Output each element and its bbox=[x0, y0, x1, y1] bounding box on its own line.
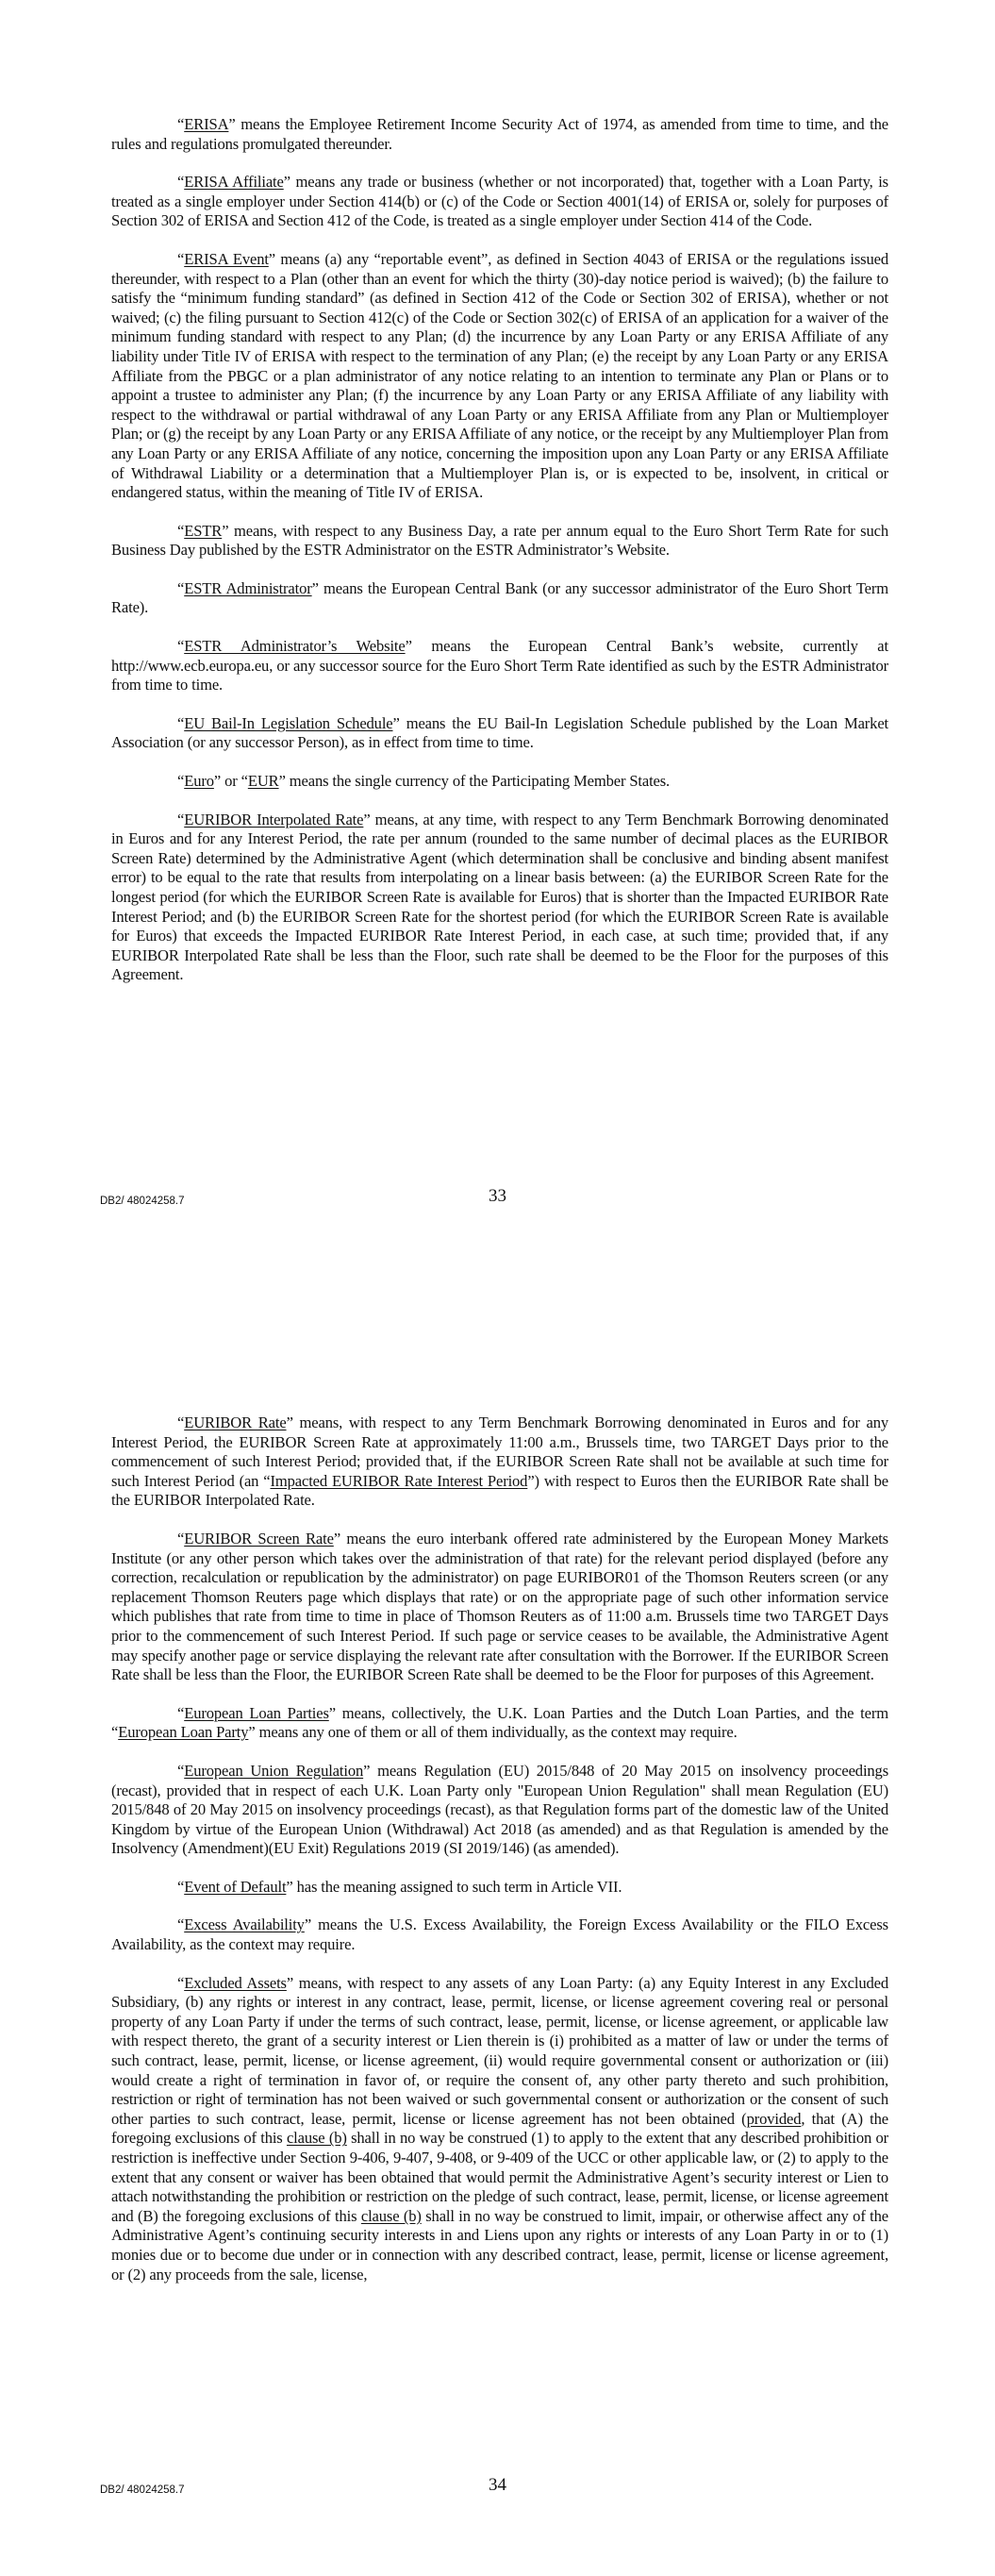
paragraph-text: “ bbox=[177, 521, 185, 540]
defined-term: EUR bbox=[247, 772, 279, 791]
page-number: 33 bbox=[489, 1186, 506, 1206]
definition-paragraph bbox=[111, 173, 888, 231]
paragraph-text: “ bbox=[177, 1915, 185, 1934]
paragraph-text: ” means, with respect to any Term Benchmark Borrowing denominated in Euros and for any Interest Period, the EURIBOR Screen Rate at approximately 11:00 a.m., Brussels time, two TARGET Days prior to the commencement of such Interest Period; provided that, if the EURIBOR Screen Rate shall not be available at such time for such Interest Period (an “ bbox=[111, 1413, 888, 1490]
paragraph-text: ” means the European Central Bank (or any successor administrator of the Euro Short Term Rate). bbox=[111, 578, 888, 617]
definition-paragraph bbox=[111, 1974, 888, 2285]
definition-paragraph bbox=[111, 772, 888, 792]
paragraph-text: “ bbox=[177, 637, 185, 656]
defined-term: European Loan Parties bbox=[184, 1703, 329, 1722]
paragraph-text: “ bbox=[177, 1761, 185, 1780]
document-page-34 bbox=[0, 1283, 995, 2576]
document-page-33 bbox=[0, 0, 995, 1283]
paragraph-text: ” means, with respect to any assets of any Loan Party: (a) any Equity Interest in any Excluded Subsidiary, (b) any rights or interest in any contract, lease, permit, license, or license agreement covering real or personal property of any Loan Party if under the terms of such contract, lease, permit, license, or license agreement, or applicable law with respect thereto, the grant of a security interest or Lien therein is (i) prohibited as a matter of law or under the terms of such contract, lease, permit, license, or license agreement, (ii) would require governmental consent or authorization or (iii) would create a right of termination in favor of, or require the consent of, any other party thereto and such prohibition, restriction or right of termination has not been waived or such governmental consent or authorization or the consent of such other parties to such contract, lease, permit, license or license agreement has not been obtained ( bbox=[111, 1973, 888, 2128]
definition-paragraph bbox=[111, 250, 888, 503]
paragraph-text: ”) with respect to Euros then the EURIBOR Rate shall be the EURIBOR Interpolated Rate. bbox=[111, 1471, 888, 1510]
defined-term: provided bbox=[746, 2109, 802, 2128]
paragraph-text: ” means the euro interbank offered rate administered by the European Money Markets Institute (or any other person which takes over the administration of that rate) for the relevant period displayed (before any correction, recalculation or republication by the administrator) on page EURIBOR01 of the Thomson Reuters screen (or any replacement Thomson Reuters page which displays that rate) or on the appropriate page of such other information service which publishes that rate from time to time in place of Thomson Reuters as of 11:00 a.m. Brussels time two TARGET Days prior to the commencement of such Interest Period. If such page or service ceases to be available, the Administrative Agent may specify another page or service displaying the relevant rate after consultation with the Borrower. If the EURIBOR Screen Rate shall be less than the Floor, the EURIBOR Screen Rate shall be deemed to be the Floor for purposes of this Agreement. bbox=[111, 1529, 888, 1684]
paragraph-text: “ bbox=[177, 578, 185, 597]
definition-paragraph bbox=[111, 1915, 888, 1954]
paragraph-text: “ bbox=[177, 1877, 185, 1896]
paragraph-text: ” means the U.S. Excess Availability, the Foreign Excess Availability or the FILO Excess Availability, as the context may require. bbox=[111, 1915, 888, 1954]
page-body bbox=[111, 1413, 888, 2303]
paragraph-text: “ bbox=[177, 772, 185, 791]
defined-term: European Loan Party bbox=[118, 1723, 249, 1742]
paragraph-text: ” means any trade or business (whether or not incorporated) that, together with a Loan Party, is treated as a single employer under Section 414(b) or (c) of the Code or Section 4001(14) of ERISA or, solely for purposes of Section 302 of ERISA and Section 412 of the Code, is treated as a single employer under Section 414 of the Code. bbox=[111, 173, 888, 230]
definition-paragraph bbox=[111, 115, 888, 154]
paragraph-text: “ bbox=[177, 1529, 185, 1547]
paragraph-text: ” means (a) any “reportable event”, as defined in Section 4043 of ERISA or the regulations issued thereunder, with respect to a Plan (other than an event for which the thirty (30)-day notice period is waived); (b) the failure to satisfy the “minimum funding standard” (as defined in Section 412 of the Code or Section 302 of ERISA), whether or not waived; (c) the filing pursuant to Section 412(c) of the Code or Section 302(c) of ERISA of an application for a waiver of the minimum funding standard with respect to any Plan; (d) the incurrence by any Loan Party or any ERISA Affiliate of any liability under Title IV of ERISA with respect to the termination of any Plan; (e) the receipt by any Loan Party or any ERISA Affiliate from the PBGC or a plan administrator of any notice relating to an intention to terminate any Plan or Plans or to appoint a trustee to administer any Plan; (f) the incurrence by any Loan Party or any ERISA Affiliate of any liability with respect to the withdrawal or partial withdrawal of any Loan Party or any ERISA Affiliate from any Plan or Multiemployer Plan; or (g) the receipt by any Loan Party or any ERISA Affiliate of any notice, or the receipt by any Multiemployer Plan from any Loan Party or any ERISA Affiliate of any notice, concerning the imposition upon any Loan Party or any ERISA Affiliate of Withdrawal Liability or a determination that a Multiemployer Plan is, or is expected to be, insolvent, in critical or endangered status, within the meaning of Title IV of ERISA. bbox=[111, 249, 888, 502]
paragraph-text: “ bbox=[177, 249, 185, 268]
defined-term: Excluded Assets bbox=[184, 1973, 287, 1992]
paragraph-text: “ bbox=[177, 1703, 185, 1722]
paragraph-text: ” means, at any time, with respect to any Term Benchmark Borrowing denominated in Euros and for any Interest Period, the rate per annum (rounded to the same number of decimal places as the EURIBOR Screen Rate) determined by the Administrative Agent (which determination shall be conclusive and binding absent manifest error) to be equal to the rate that results from interpolating on a linear basis between: (a) the EURIBOR Screen Rate for the longest period (for which the EURIBOR Screen Rate is available for Euros) that is shorter than the Impacted EURIBOR Rate Interest Period; and (b) the EURIBOR Screen Rate for the shortest period (for which the EURIBOR Screen Rate is available for Euros) that exceeds the Impacted EURIBOR Rate Interest Period, in each case, at such time; provided that, if any EURIBOR Interpolated Rate shall be less than the Floor, such rate shall be deemed to be the Floor for the purposes of this Agreement. bbox=[111, 810, 888, 984]
paragraph-text: shall in no way be construed to limit, impair, or otherwise affect any of the Administrative Agent’s continuing security interests in and Liens upon any rights or interests of any Loan Party in or to (1) monies due or to become due under or in connection with any described contract, lease, permit, license or license agreement, or (2) any proceeds from the sale, license, bbox=[111, 2206, 888, 2283]
paragraph-text: ” means the single currency of the Participating Member States. bbox=[278, 772, 671, 791]
defined-term: EURIBOR Interpolated Rate bbox=[184, 810, 364, 828]
paragraph-text: ” means Regulation (EU) 2015/848 of 20 May 2015 on insolvency proceedings (recast), provided that in respect of each U.K. Loan Party only "European Union Regulation" shall mean Regulation (EU) 2015/848 of 20 May 2015 on insolvency proceedings (recast), as that Regulation forms part of the domestic law of the United Kingdom by virtue of the European Union (Withdrawal) Act 2018 (as amended) and as that Regulation is amended by the Insolvency (Amendment)(EU Exit) Regulations 2019 (SI 2019/146) (as amended). bbox=[111, 1761, 888, 1858]
definition-paragraph bbox=[111, 1878, 888, 1898]
page-body bbox=[111, 115, 888, 1004]
paragraph-text: ” means the European Central Bank’s website, currently at http://www.ecb.europa.eu, or any successor source for the Euro Short Term Rate identified as such by the ESTR Administrator from time to time. bbox=[111, 637, 888, 694]
document-id: DB2/ 48024258.7 bbox=[100, 2484, 185, 2496]
paragraph-text: “ bbox=[177, 810, 185, 828]
paragraph-text: “ bbox=[177, 115, 185, 133]
defined-term: Excess Availability bbox=[184, 1915, 305, 1934]
defined-term: Euro bbox=[184, 772, 214, 791]
paragraph-text: “ bbox=[177, 173, 185, 192]
definition-paragraph bbox=[111, 811, 888, 985]
paragraph-text: ” or “ bbox=[213, 772, 248, 791]
defined-term: EURIBOR Rate bbox=[184, 1413, 287, 1431]
defined-term: European Union Regulation bbox=[184, 1761, 364, 1780]
paragraph-text: ” means the Employee Retirement Income Security Act of 1974, as amended from time to time, and the rules and regulations promulgated thereunder. bbox=[111, 115, 888, 153]
paragraph-text: , that (A) the foregoing exclusions of this bbox=[111, 2109, 889, 2148]
paragraph-text: “ bbox=[177, 1413, 185, 1431]
defined-term: ESTR Administrator bbox=[184, 578, 312, 597]
definition-paragraph bbox=[111, 1762, 888, 1859]
paragraph-text: ” means any one of them or all of them individually, as the context may require. bbox=[248, 1723, 738, 1742]
paragraph-text: “ bbox=[177, 713, 185, 732]
definition-paragraph bbox=[111, 1413, 888, 1511]
defined-term: ERISA Event bbox=[184, 249, 269, 268]
definition-paragraph bbox=[111, 522, 888, 560]
definition-paragraph bbox=[111, 637, 888, 695]
defined-term: ERISA Affiliate bbox=[184, 173, 284, 192]
document-id: DB2/ 48024258.7 bbox=[100, 1196, 185, 1207]
defined-term: EURIBOR Screen Rate bbox=[184, 1529, 334, 1547]
definition-paragraph bbox=[111, 1530, 888, 1685]
paragraph-text: “ bbox=[177, 1973, 185, 1992]
definition-paragraph bbox=[111, 1704, 888, 1743]
defined-term: EU Bail-In Legislation Schedule bbox=[184, 713, 393, 732]
defined-term: Impacted EURIBOR Rate Interest Period bbox=[270, 1471, 528, 1490]
definition-paragraph bbox=[111, 714, 888, 753]
defined-term: Event of Default bbox=[184, 1877, 287, 1896]
paragraph-text: ” means, with respect to any Business Day, a rate per annum equal to the Euro Short Term Rate for such Business Day published by the ESTR Administrator on the ESTR Administrator’s Website. bbox=[111, 521, 888, 560]
defined-term: ESTR Administrator’s Website bbox=[184, 637, 406, 656]
page-number: 34 bbox=[489, 2475, 506, 2495]
defined-term: ERISA bbox=[184, 115, 229, 133]
definition-paragraph bbox=[111, 579, 888, 618]
paragraph-text: shall in no way be construed (1) to apply to the extent that any described prohibition or restriction is ineffective under Section 9-406, 9-407, 9-408, or 9-409 of the UCC or other applicable law, or (2) to apply to the extent that any consent or waiver has been obtained that would permit the Administrative Agent’s security interest or Lien to attach notwithstanding the prohibition or restriction on the pledge of such contract, lease, permit, license, or license agreement and (B) the foregoing exclusions of this bbox=[111, 2129, 888, 2225]
defined-term: ESTR bbox=[184, 521, 223, 540]
paragraph-text: ” has the meaning assigned to such term in Article VII. bbox=[286, 1877, 622, 1896]
paragraph-text: ” means the EU Bail-In Legislation Schedule published by the Loan Market Association (or any successor Person), as in effect from time to time. bbox=[111, 713, 888, 752]
defined-term: clause (b) bbox=[360, 2206, 422, 2225]
paragraph-text: ” means, collectively, the U.K. Loan Parties and the Dutch Loan Parties, and the term “ bbox=[111, 1703, 888, 1742]
defined-term: clause (b) bbox=[286, 2129, 347, 2148]
